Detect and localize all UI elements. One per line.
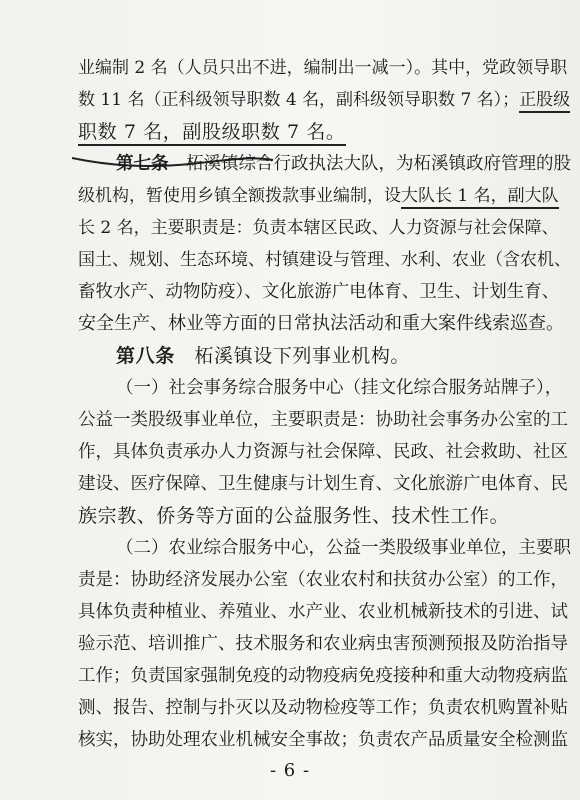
text-span: 测、报告、控制与扑灭以及动物检疫等工作；负责农机购置补贴 <box>78 698 568 718</box>
text-span: （一）社会事务综合服务中心（挂文化综合服务站牌子）， <box>116 378 563 398</box>
text-line-9 <box>78 312 564 336</box>
text-span: 业编制 2 名（人员只出不进，编制出一减一）。其中，党政领导职 <box>78 58 568 78</box>
text-line-7 <box>78 248 571 272</box>
text-span: 安全生产、林业等方面的日常执法活动和重大案件线索巡查。 <box>78 313 564 334</box>
text-line-1 <box>78 56 567 80</box>
article-heading: 第八条 <box>116 345 175 367</box>
text-span: 柘溪镇设下列事业机构。 <box>194 345 411 367</box>
text-span: （二）农业综合服务中心，公益一类股级事业单位，主要职 <box>116 538 571 558</box>
text-span: 畜牧水产、动物防疫）、文化旅游广电体育、卫生、计划生育、 <box>78 282 560 302</box>
text-span: 级机构，暂使用乡镇全额拨款事业编制，设 <box>78 186 401 206</box>
article-heading: 第七条 <box>116 154 169 174</box>
text-span: 核实，协助处理农业机械安全事故；负责农产品质量安全检测监 <box>78 730 568 750</box>
text-line-6 <box>78 216 559 240</box>
underlined-text: 大队长 1 名，副大队 <box>401 186 559 209</box>
text-span: 作，具体负责承办人力资源与社会保障、民政、社会救助、社区 <box>78 442 568 462</box>
text-span: 验示范、培训推广、技术服务和农业病虫害预测预报及防治指导 <box>78 634 568 654</box>
text-span: 具体负责种植业、养殖业、水产业、农业机械新技术的引进、试 <box>78 602 568 622</box>
text-line-13 <box>78 440 568 464</box>
page-number: - 6 - <box>269 760 311 781</box>
text-line-4 <box>116 152 571 176</box>
text-span: 责是：协助经济发展办公室（农业农村和扶贫办公室）的工作， <box>78 570 568 590</box>
text-line-17 <box>78 568 568 592</box>
text-span: 族宗教、侨务等方面的公益服务性、技术性工作。 <box>78 505 510 527</box>
text-span: 国土、规划、生态环境、村镇建设与管理、水利、农业（含农机、 <box>78 250 571 270</box>
underlined-text: 职数 7 名，副股级职数 7 名。 <box>78 121 346 146</box>
text-span: 柘溪镇综合行政执法大队，为柘溪镇政府管理的股 <box>186 154 571 174</box>
underlined-text: 正股级 <box>519 90 570 113</box>
text-line-11 <box>116 376 562 400</box>
text-line-14 <box>78 472 568 496</box>
text-line-15 <box>78 504 509 528</box>
text-span: 数 11 名（正科级领导职数 4 名，副科级领导职数 7 名）； <box>78 90 520 110</box>
text-span: 长 2 名，主要职责是：负责本辖区民政、人力资源与社会保障、 <box>78 218 559 238</box>
text-line-22 <box>78 728 568 752</box>
text-span: 公益一类股级事业单位，主要职责是：协助社会事务办公室的工 <box>78 410 568 430</box>
text-line-19 <box>78 632 568 656</box>
text-span: 工作；负责国家强制免疫的动物疫病免疫接种和重大动物疫病监 <box>78 666 568 686</box>
text-line-12 <box>78 408 568 432</box>
text-line-21 <box>78 696 568 720</box>
text-line-2 <box>78 88 570 112</box>
text-line-8 <box>78 280 559 304</box>
text-line-16 <box>116 536 571 560</box>
text-line-18 <box>78 600 568 624</box>
text-line-20 <box>78 664 568 688</box>
text-line-3 <box>78 120 346 144</box>
text-span: 建设、医疗保障、卫生健康与计划生育、文化旅游广电体育、民 <box>78 474 568 494</box>
text-line-10 <box>116 344 410 368</box>
text-line-5 <box>78 184 559 208</box>
